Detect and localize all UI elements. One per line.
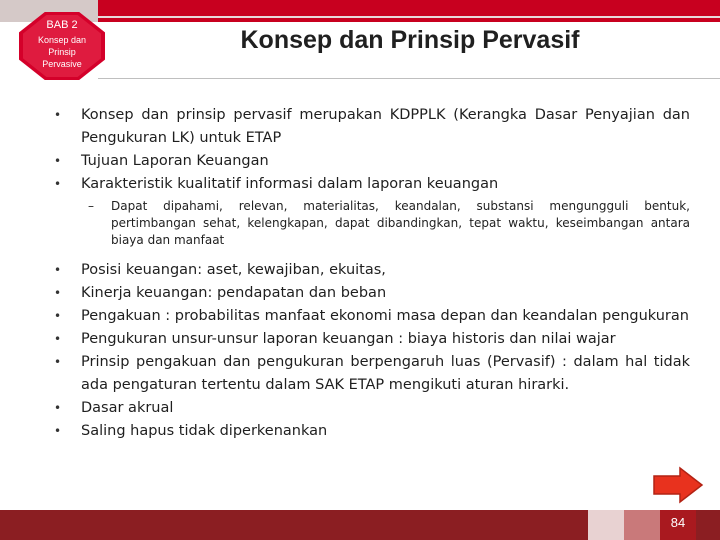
bullet-item xyxy=(50,328,690,351)
bullet-text: Konsep dan prinsip pervasif merupakan KDPPLK (Kerangka Dasar Penyajian dan Pengukuran LK) untuk ETAP xyxy=(81,107,690,146)
chapter-subtitle-2: Prinsip xyxy=(48,47,76,57)
bullet-dot-icon: • xyxy=(54,263,62,277)
bullet-text: Dasar akrual xyxy=(81,400,174,416)
bullet-dot-icon: • xyxy=(54,309,62,323)
sub-bullet-text: Dapat dipahami, relevan, materialitas, keandalan, substansi mengungguli bentuk, pertimbangan sehat, kelengkapan, dapat dibandingkan, tepat waktu, keseimbangan antara biaya dan manfaat xyxy=(111,199,690,247)
chapter-badge-text xyxy=(19,19,105,70)
bullet-item xyxy=(50,420,690,443)
bullet-dot-icon: • xyxy=(54,332,62,346)
footer-block xyxy=(624,510,660,540)
bullet-text: Posisi keuangan: aset, kewajiban, ekuitas, xyxy=(81,262,386,278)
bullet-item xyxy=(50,104,690,150)
bullet-text: Pengukuran unsur-unsur laporan keuangan : biaya historis dan nilai wajar xyxy=(81,331,616,347)
title-divider xyxy=(98,78,720,79)
top-bar xyxy=(0,0,720,22)
footer-block xyxy=(696,510,720,540)
bullet-item xyxy=(50,397,690,420)
bullet-item xyxy=(50,351,690,397)
chapter-subtitle-3: Pervasive xyxy=(42,59,82,69)
dash-icon: – xyxy=(88,199,94,213)
bullet-text: Saling hapus tidak diperkenankan xyxy=(81,423,328,439)
bullet-item xyxy=(50,150,690,173)
bullet-item xyxy=(50,259,690,282)
footer-block xyxy=(588,510,624,540)
sub-bullet-item xyxy=(50,198,690,249)
chapter-subtitle-1: Konsep dan xyxy=(37,35,87,45)
bullet-text: Tujuan Laporan Keuangan xyxy=(81,153,269,169)
bullet-dot-icon: • xyxy=(54,177,62,191)
bullet-text: Kinerja keuangan: pendapatan dan beban xyxy=(81,285,387,301)
bullet-text: Karakteristik kualitatif informasi dalam laporan keuangan xyxy=(81,176,499,192)
bullet-item xyxy=(50,305,690,328)
page-number: 84 xyxy=(670,515,686,530)
bullet-dot-icon: • xyxy=(54,108,62,122)
bullet-item xyxy=(50,173,690,196)
slide-content xyxy=(50,104,690,443)
bullet-text: Prinsip pengakuan dan pengukuran berpengaruh luas (Pervasif) : dalam hal tidak ada pengaturan tertentu dalam SAK ETAP mengikuti aturan hirarki. xyxy=(81,354,690,393)
chapter-label: BAB 2 xyxy=(46,19,78,31)
top-accent-strip xyxy=(98,0,720,22)
bullet-dot-icon: • xyxy=(54,286,62,300)
bullet-dot-icon: • xyxy=(54,424,62,438)
slide-title: Konsep dan Prinsip Pervasif xyxy=(240,26,580,54)
bullet-dot-icon: • xyxy=(54,401,62,415)
footer-bar xyxy=(0,510,720,540)
bullet-item xyxy=(50,282,690,305)
bullet-text: Pengakuan : probabilitas manfaat ekonomi masa depan dan keandalan pengukuran xyxy=(81,308,689,324)
right-arrow-icon xyxy=(652,466,704,504)
next-slide-button[interactable] xyxy=(652,466,704,504)
bullet-dot-icon: • xyxy=(54,355,62,369)
bullet-dot-icon: • xyxy=(54,154,62,168)
